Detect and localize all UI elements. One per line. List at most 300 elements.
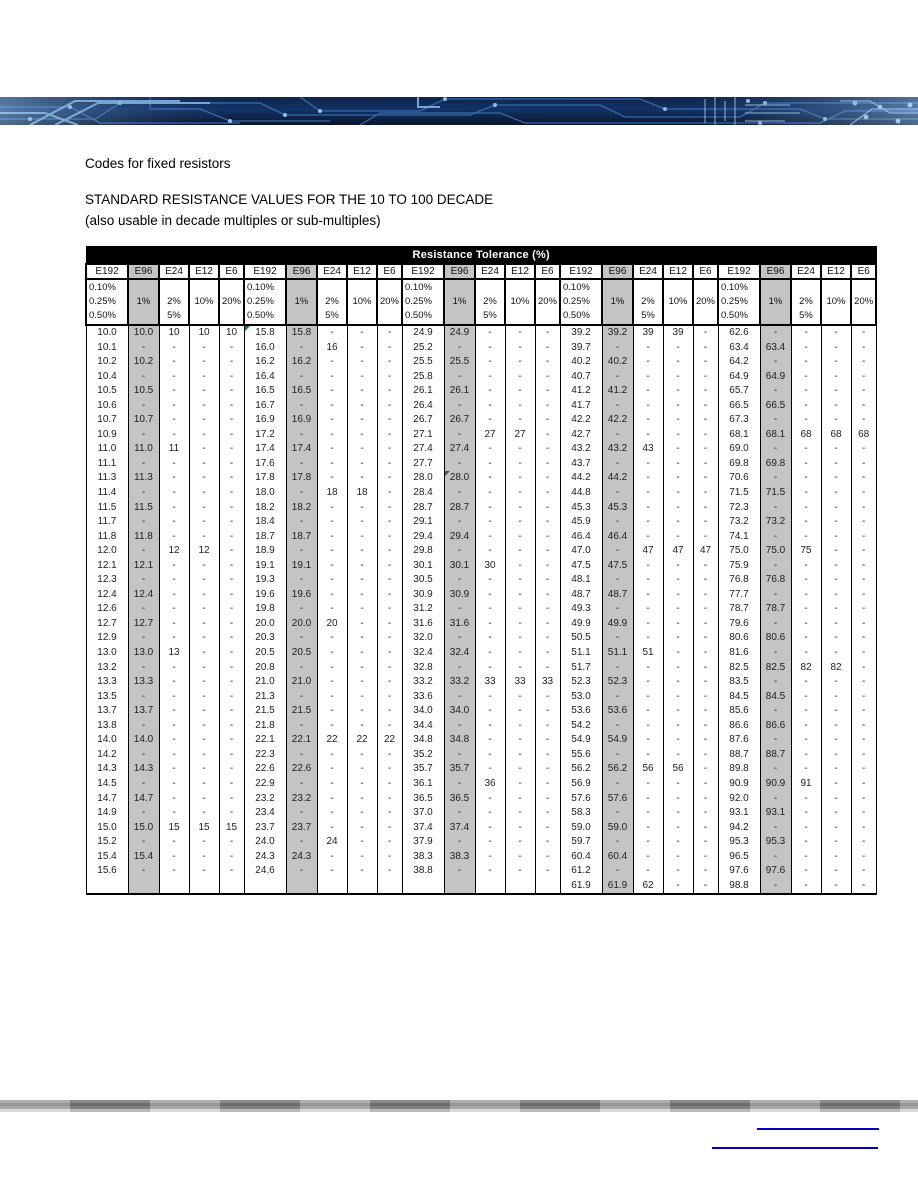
e96-value-cell: - (760, 704, 791, 719)
e12-value-cell: - (505, 777, 535, 792)
e24-value-cell: - (475, 661, 505, 676)
e96-value-cell: 21.5 (286, 704, 317, 719)
e12-value-cell: - (347, 821, 377, 836)
table-row (86, 690, 876, 705)
table-subnote: (also usable in decade multiples or sub-multiples) (85, 213, 381, 228)
e192-value-cell: 19.3 (244, 573, 286, 588)
e12-value-cell: - (505, 588, 535, 603)
table-row (86, 850, 876, 865)
e96-value-cell: - (128, 341, 159, 356)
e24-value-cell: - (633, 486, 663, 501)
table-row (86, 399, 876, 414)
e6-value-cell: - (219, 355, 244, 370)
e12-value-cell: - (821, 501, 851, 516)
e6-value-cell: 15 (219, 821, 244, 836)
series-header-e96: E96 (760, 264, 791, 279)
e6-value-cell: - (377, 428, 402, 443)
e192-value-cell: 11.0 (86, 442, 128, 457)
e192-value-cell: 67.3 (718, 413, 760, 428)
e6-value-cell: - (851, 341, 876, 356)
e12-value-cell: 33 (505, 675, 535, 690)
e6-value-cell: - (693, 442, 718, 457)
e12-value-cell: - (347, 501, 377, 516)
e192-value-cell: 76.8 (718, 573, 760, 588)
e6-value-cell (219, 879, 244, 895)
e192-value-cell: 20.8 (244, 661, 286, 676)
e12-value-cell: - (189, 442, 219, 457)
e6-value-cell: - (535, 806, 560, 821)
e12-value-cell: - (347, 631, 377, 646)
tolerance-header-e12: 10% (821, 279, 851, 325)
e6-value-cell: - (693, 588, 718, 603)
e6-value-cell: - (693, 486, 718, 501)
e96-value-cell: 14.0 (128, 733, 159, 748)
e96-value-cell: 16.2 (286, 355, 317, 370)
e6-value-cell: - (535, 777, 560, 792)
e192-value-cell: 24.3 (244, 850, 286, 865)
e12-value-cell: - (505, 457, 535, 472)
e96-value-cell: - (286, 777, 317, 792)
e96-value-cell: 26.7 (444, 413, 475, 428)
e6-value-cell: - (851, 457, 876, 472)
e192-value-cell: 18.4 (244, 515, 286, 530)
e12-value-cell: 27 (505, 428, 535, 443)
e24-value-cell: - (159, 588, 189, 603)
e192-value-cell: 12.3 (86, 573, 128, 588)
e24-value-cell: - (791, 341, 821, 356)
e24-value-cell: - (633, 602, 663, 617)
e24-value-cell: - (475, 515, 505, 530)
e6-value-cell: - (693, 428, 718, 443)
e12-value-cell: - (347, 748, 377, 763)
e12-value-cell: - (189, 341, 219, 356)
footer-link[interactable] (757, 1128, 879, 1130)
e12-value-cell: - (189, 501, 219, 516)
series-header-e6: E6 (851, 264, 876, 279)
e12-value-cell: 56 (663, 762, 693, 777)
e24-value-cell: - (633, 733, 663, 748)
e192-value-cell: 12.6 (86, 602, 128, 617)
e24-value-cell: 30 (475, 559, 505, 574)
e12-value-cell: - (821, 602, 851, 617)
e24-value-cell: - (791, 559, 821, 574)
e192-value-cell: 42.7 (560, 428, 602, 443)
e24-value-cell: - (791, 486, 821, 501)
e192-value-cell: 19.1 (244, 559, 286, 574)
e96-value-cell: 73.2 (760, 515, 791, 530)
e96-value-cell: - (286, 515, 317, 530)
e6-value-cell: - (693, 762, 718, 777)
e24-value-cell: - (317, 428, 347, 443)
e24-value-cell: - (633, 704, 663, 719)
e96-value-cell: 15.0 (128, 821, 159, 836)
e24-value-cell: - (159, 355, 189, 370)
e24-value-cell: - (633, 748, 663, 763)
e24-value-cell: 62 (633, 879, 663, 895)
e12-value-cell: - (505, 602, 535, 617)
e96-value-cell: - (128, 690, 159, 705)
e6-value-cell: - (377, 370, 402, 385)
e24-value-cell: - (317, 515, 347, 530)
e192-value-cell: 19.6 (244, 588, 286, 603)
e12-value-cell: - (821, 442, 851, 457)
e96-value-cell: - (128, 457, 159, 472)
e6-value-cell: 22 (377, 733, 402, 748)
e6-value-cell: - (219, 690, 244, 705)
e192-value-cell: 37.4 (402, 821, 444, 836)
e12-value-cell: - (347, 792, 377, 807)
e96-value-cell: - (444, 661, 475, 676)
e96-value-cell: - (444, 341, 475, 356)
e6-value-cell: - (693, 806, 718, 821)
cell-error-marker-icon (445, 471, 450, 476)
e24-value-cell: - (159, 675, 189, 690)
e96-value-cell: - (128, 602, 159, 617)
e24-value-cell: - (475, 719, 505, 734)
e24-value-cell: 68 (791, 428, 821, 443)
e6-value-cell: - (693, 704, 718, 719)
e192-value-cell: 20.5 (244, 646, 286, 661)
e6-value-cell: 47 (693, 544, 718, 559)
e12-value-cell: - (189, 573, 219, 588)
e24-value-cell: - (159, 806, 189, 821)
e6-value-cell: - (377, 631, 402, 646)
e6-value-cell: - (851, 544, 876, 559)
e96-value-cell: - (602, 573, 633, 588)
e12-value-cell: - (347, 602, 377, 617)
e192-value-cell: 57.6 (560, 792, 602, 807)
e96-value-cell: - (286, 544, 317, 559)
e192-value-cell: 63.4 (718, 341, 760, 356)
table-row (86, 675, 876, 690)
e96-value-cell: 52.3 (602, 675, 633, 690)
e96-value-cell: - (444, 515, 475, 530)
e24-value-cell: - (633, 457, 663, 472)
table-row (86, 341, 876, 356)
e192-value-cell: 25.5 (402, 355, 444, 370)
series-header-e192: E192 (718, 264, 760, 279)
e12-value-cell: - (347, 573, 377, 588)
series-header-e24: E24 (633, 264, 663, 279)
e24-value-cell: - (159, 530, 189, 545)
e96-value-cell (286, 879, 317, 895)
e6-value-cell: - (851, 588, 876, 603)
e192-value-cell: 12.1 (86, 559, 128, 574)
e6-value-cell: - (693, 719, 718, 734)
e96-value-cell: 22.6 (286, 762, 317, 777)
e96-value-cell: - (444, 748, 475, 763)
e24-value-cell: - (633, 573, 663, 588)
e24-value-cell: - (159, 762, 189, 777)
e12-value-cell: - (505, 661, 535, 676)
e192-value-cell: 38.3 (402, 850, 444, 865)
e96-value-cell: 47.5 (602, 559, 633, 574)
e96-value-cell: 17.4 (286, 442, 317, 457)
e96-value-cell: - (444, 486, 475, 501)
e12-value-cell: - (821, 821, 851, 836)
e6-value-cell: - (693, 384, 718, 399)
e24-value-cell: - (633, 850, 663, 865)
e12-value-cell: - (347, 515, 377, 530)
e12-value-cell: - (821, 690, 851, 705)
table-row (86, 617, 876, 632)
e6-value-cell: - (851, 821, 876, 836)
e12-value-cell: - (189, 355, 219, 370)
e96-value-cell: - (602, 690, 633, 705)
e192-value-cell: 16.9 (244, 413, 286, 428)
e96-value-cell: - (286, 661, 317, 676)
e192-value-cell: 14.9 (86, 806, 128, 821)
e6-value-cell: - (693, 617, 718, 632)
e12-value-cell: - (663, 501, 693, 516)
e6-value-cell: - (535, 733, 560, 748)
e12-value-cell: - (663, 457, 693, 472)
e24-value-cell: - (317, 544, 347, 559)
e192-value-cell: 16.5 (244, 384, 286, 399)
e192-value-cell: 22.9 (244, 777, 286, 792)
e96-value-cell: 90.9 (760, 777, 791, 792)
footer-link[interactable] (712, 1147, 878, 1149)
e96-value-cell: 20.0 (286, 617, 317, 632)
e96-value-cell: - (286, 573, 317, 588)
e192-value-cell: 54.9 (560, 733, 602, 748)
e12-value-cell: - (663, 428, 693, 443)
e96-value-cell: 95.3 (760, 835, 791, 850)
e24-value-cell: 27 (475, 428, 505, 443)
e24-value-cell: - (791, 704, 821, 719)
e192-value-cell: 35.2 (402, 748, 444, 763)
e24-value-cell: - (475, 748, 505, 763)
table-row (86, 835, 876, 850)
e12-value-cell: - (189, 864, 219, 879)
table-row (86, 719, 876, 734)
e6-value-cell: - (851, 399, 876, 414)
e96-value-cell: 30.1 (444, 559, 475, 574)
e6-value-cell: - (535, 325, 560, 341)
e6-value-cell: - (693, 370, 718, 385)
e192-value-cell: 84.5 (718, 690, 760, 705)
e6-value-cell: - (219, 544, 244, 559)
table-row (86, 879, 876, 895)
e6-value-cell: - (377, 675, 402, 690)
e24-value-cell: 82 (791, 661, 821, 676)
series-header-e6: E6 (535, 264, 560, 279)
e6-value-cell (535, 879, 560, 895)
e192-value-cell: 12.0 (86, 544, 128, 559)
e192-value-cell: 47.5 (560, 559, 602, 574)
e6-value-cell: - (377, 413, 402, 428)
series-header-e96: E96 (128, 264, 159, 279)
e192-value-cell: 51.1 (560, 646, 602, 661)
e24-value-cell: - (791, 631, 821, 646)
e192-value-cell: 28.7 (402, 501, 444, 516)
table-row (86, 821, 876, 836)
table-row (86, 471, 876, 486)
e12-value-cell: - (663, 617, 693, 632)
table-row (86, 733, 876, 748)
e6-value-cell: - (693, 675, 718, 690)
e96-value-cell: 76.8 (760, 573, 791, 588)
e24-value-cell: - (475, 530, 505, 545)
e6-value-cell: - (851, 442, 876, 457)
e96-value-cell: - (602, 777, 633, 792)
e96-value-cell: 12.4 (128, 588, 159, 603)
e24-value-cell: - (791, 413, 821, 428)
series-header-e192: E192 (402, 264, 444, 279)
e6-value-cell: - (377, 835, 402, 850)
e6-value-cell: - (851, 646, 876, 661)
tolerance-header-e192: 0.10% 0.25% 0.50% (86, 279, 128, 325)
e192-value-cell: 39.7 (560, 341, 602, 356)
e192-value-cell: 66.5 (718, 399, 760, 414)
e6-value-cell: - (377, 704, 402, 719)
e24-value-cell (475, 879, 505, 895)
e12-value-cell: - (347, 588, 377, 603)
e192-value-cell: 10.5 (86, 384, 128, 399)
e24-value-cell: - (475, 442, 505, 457)
e6-value-cell: - (377, 806, 402, 821)
e24-value-cell: - (317, 602, 347, 617)
e192-value-cell: 13.0 (86, 646, 128, 661)
series-header-e192: E192 (244, 264, 286, 279)
e24-value-cell: - (791, 792, 821, 807)
table-row (86, 631, 876, 646)
e24-value-cell: - (633, 501, 663, 516)
e6-value-cell: - (851, 762, 876, 777)
table-row (86, 864, 876, 879)
e192-value-cell: 75.9 (718, 559, 760, 574)
e96-value-cell: 19.6 (286, 588, 317, 603)
e192-value-cell: 25.8 (402, 370, 444, 385)
e192-value-cell: 43.2 (560, 442, 602, 457)
e96-value-cell: 25.5 (444, 355, 475, 370)
e24-value-cell: - (475, 413, 505, 428)
e192-value-cell: 27.7 (402, 457, 444, 472)
e6-value-cell: - (693, 559, 718, 574)
e24-value-cell: - (159, 515, 189, 530)
e12-value-cell: - (663, 588, 693, 603)
e6-value-cell: - (535, 602, 560, 617)
e24-value-cell: - (317, 675, 347, 690)
e6-value-cell: - (377, 530, 402, 545)
series-header-e192: E192 (86, 264, 128, 279)
e24-value-cell: - (633, 515, 663, 530)
e96-value-cell: 54.9 (602, 733, 633, 748)
e6-value-cell: - (377, 501, 402, 516)
e24-value-cell: - (317, 704, 347, 719)
e96-value-cell: - (760, 646, 791, 661)
tolerance-header-e12: 10% (663, 279, 693, 325)
tolerance-header-e24: 2% 5% (159, 279, 189, 325)
tolerance-header-e24: 2% 5% (791, 279, 821, 325)
e6-value-cell: - (377, 762, 402, 777)
e6-value-cell: - (219, 762, 244, 777)
e96-value-cell: 12.1 (128, 559, 159, 574)
e6-value-cell: - (535, 457, 560, 472)
e6-value-cell: - (693, 821, 718, 836)
e192-value-cell: 11.8 (86, 530, 128, 545)
e96-value-cell: - (760, 530, 791, 545)
e12-value-cell: - (189, 384, 219, 399)
e192-value-cell: 53.6 (560, 704, 602, 719)
e24-value-cell: - (159, 719, 189, 734)
e24-value-cell: - (633, 719, 663, 734)
e12-value-cell: - (821, 486, 851, 501)
e12-value-cell: - (821, 588, 851, 603)
e192-value-cell: 69.0 (718, 442, 760, 457)
e24-value-cell: 47 (633, 544, 663, 559)
e6-value-cell: - (377, 864, 402, 879)
e24-value-cell: - (791, 879, 821, 895)
e24-value-cell: - (633, 530, 663, 545)
e12-value-cell: - (347, 559, 377, 574)
e192-value-cell: 11.4 (86, 486, 128, 501)
e6-value-cell: - (693, 457, 718, 472)
e6-value-cell: - (377, 588, 402, 603)
e12-value-cell: 12 (189, 544, 219, 559)
e96-value-cell: - (286, 748, 317, 763)
e96-value-cell: - (760, 442, 791, 457)
e192-value-cell: 47.0 (560, 544, 602, 559)
e192-value-cell: 89.8 (718, 762, 760, 777)
e6-value-cell: - (535, 384, 560, 399)
e12-value-cell: - (821, 325, 851, 341)
e192-value-cell: 80.6 (718, 631, 760, 646)
e12-value-cell: - (505, 733, 535, 748)
e6-value-cell: - (693, 631, 718, 646)
e6-value-cell: - (535, 530, 560, 545)
e96-value-cell: - (602, 719, 633, 734)
e6-value-cell: - (693, 355, 718, 370)
e96-value-cell: 45.3 (602, 501, 633, 516)
e96-value-cell: - (444, 806, 475, 821)
e6-value-cell: - (693, 835, 718, 850)
e12-value-cell: - (663, 515, 693, 530)
e192-value-cell: 21.8 (244, 719, 286, 734)
cell-error-marker-icon (245, 326, 250, 331)
e6-value-cell: - (219, 602, 244, 617)
e192-value-cell: 49.3 (560, 602, 602, 617)
table-row (86, 792, 876, 807)
e192-value-cell: 30.9 (402, 588, 444, 603)
e12-value-cell: - (347, 399, 377, 414)
e6-value-cell: - (851, 690, 876, 705)
e24-value-cell: - (159, 704, 189, 719)
e6-value-cell: - (851, 515, 876, 530)
e192-value-cell: 10.0 (86, 325, 128, 341)
e24-value-cell: - (159, 370, 189, 385)
e192-value-cell: 17.8 (244, 471, 286, 486)
e192-value-cell: 17.4 (244, 442, 286, 457)
e192-value-cell: 92.0 (718, 792, 760, 807)
e24-value-cell: - (159, 661, 189, 676)
e6-value-cell: - (693, 501, 718, 516)
e24-value-cell: - (633, 370, 663, 385)
e12-value-cell: - (663, 777, 693, 792)
e6-value-cell: - (693, 792, 718, 807)
e192-value-cell: 71.5 (718, 486, 760, 501)
e96-value-cell: 18.7 (286, 530, 317, 545)
e192-value-cell: 21.0 (244, 675, 286, 690)
e192-value-cell: 18.7 (244, 530, 286, 545)
e24-value-cell: - (791, 675, 821, 690)
e6-value-cell: - (219, 748, 244, 763)
e24-value-cell: - (475, 399, 505, 414)
e12-value-cell: - (663, 661, 693, 676)
e24-value-cell: - (633, 588, 663, 603)
e96-value-cell: 10.2 (128, 355, 159, 370)
e96-value-cell: 29.4 (444, 530, 475, 545)
